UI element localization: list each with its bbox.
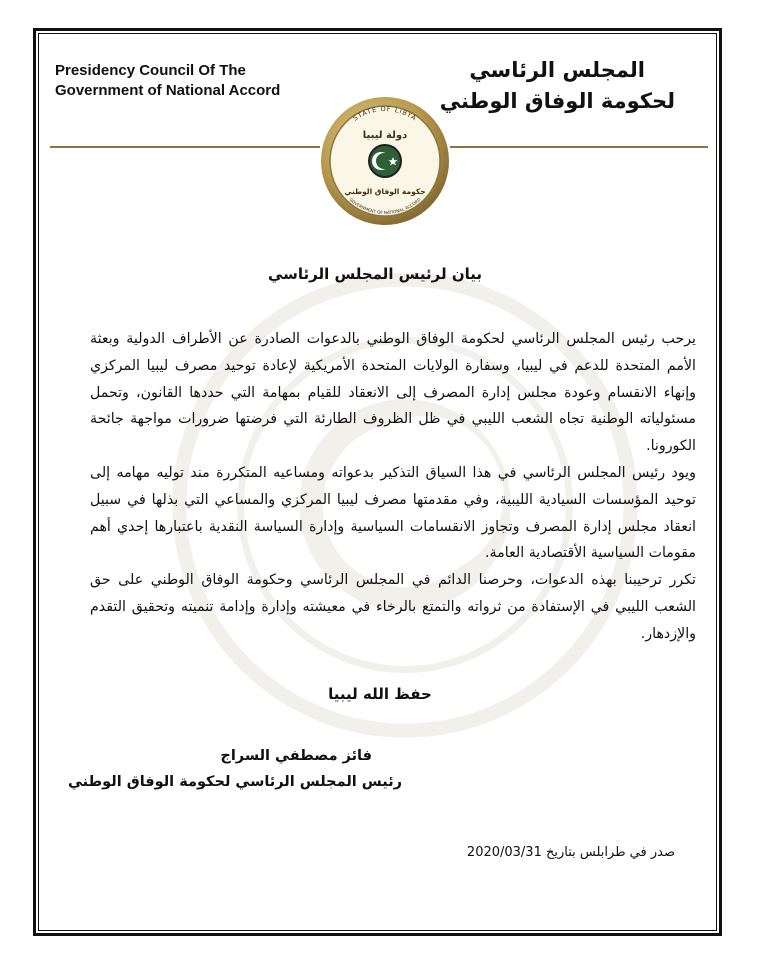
statement-paragraph-1: يرحب رئيس المجلس الرئاسي لحكومة الوفاق الوطني بالدعوات الصادرة عن الأطراف الدولية وبعثة الأمم المتحدة للدعم في ليبيا، وسفارة الولايات المتحدة الأمريكية لإعادة توحيد مصرف ليبيا المركزي وإنهاء الانقسام وعودة مجلس إدارة المصرف إلى الانعقاد للقيام بمهامة التي حددها القانون، وتحمل مسئولياته الوطنية تجاه الشعب الليبي في ظل الظروف الطارئة التي فرضتها ضرورات مواجهة جائحة الكورونا. — [90, 331, 696, 455]
seal-bottom-arabic: حكومة الوفاق الوطني — [344, 187, 426, 196]
statement-title: بيان لرئيس المجلس الرئاسي — [267, 265, 483, 283]
header-english — [55, 61, 280, 101]
statement-body — [90, 326, 696, 648]
header-rule-right — [450, 146, 708, 148]
issue-date: صدر في طرابلس بتاريخ 2020/03/31 — [466, 845, 675, 860]
seal-top-text: STATE OF LIBYA — [351, 104, 419, 123]
header-rule-left — [50, 146, 320, 148]
closing-phrase: حفظ الله ليبيا — [328, 685, 432, 703]
signatory-position: رئيس المجلس الرئاسي لحكومة الوفاق الوطني — [67, 774, 402, 790]
header-arabic-line-2: لحكومة الوفاق الوطني — [439, 89, 675, 113]
statement-paragraph-3: تكرر ترحيبنا بهذه الدعوات، وحرصنا الدائم في المجلس الرئاسي وحكومة الوفاق الوطني على حق الشعب الليبي في الإستفادة من ثرواته والتمتع بالرخاء في معيشته وإدارة وإدامة تنميته وتحقيق التقدم والإزدهار. — [90, 572, 696, 642]
signatory-name: فائز مصطفي السراج — [220, 748, 372, 764]
header-english-line-1: Presidency Council Of The — [55, 62, 246, 79]
header-arabic-line-1: المجلس الرئاسي — [469, 58, 645, 82]
seal-bottom-text: GOVERNMENT OF NATIONAL ACCORD — [348, 196, 422, 216]
statement-paragraph-2: ويود رئيس المجلس الرئاسي في هذا السياق التذكير بدعواته ومساعيه المتكررة مند توليه مهامه إلى توحيد المؤسسات السيادية الليبية، وفي مقدمتها مصرف ليبيا المركزي والمساعي التي بذلها في سبيل انعقاد مجلس إدارة المصرف وتجاوز الانقسامات السياسية وإدارة السياسة النقدية باعتبارها إحدي أهم مقومات السياسية الأقتصادية العامة. — [90, 464, 696, 562]
state-of-libya-seal — [318, 94, 452, 228]
seal-top-arabic: دولة ليبيا — [362, 130, 408, 141]
signature-block — [68, 743, 402, 795]
header-arabic — [440, 55, 675, 117]
header-english-line-2: Government of National Accord — [55, 82, 281, 99]
